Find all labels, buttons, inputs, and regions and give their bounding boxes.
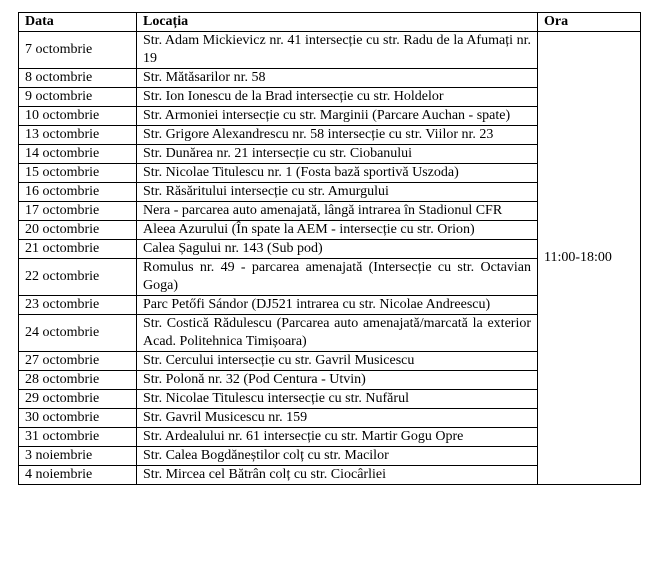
date-cell: 17 octombrie [19, 202, 137, 221]
header-locatia: Locația [137, 13, 538, 32]
location-cell: Romulus nr. 49 - parcarea amenajată (Intersecție cu str. Octavian Goga) [137, 259, 538, 296]
location-cell: Str. Adam Mickievicz nr. 41 intersecție cu str. Radu de la Afumați nr. 19 [137, 32, 538, 69]
header-ora: Ora [538, 13, 641, 32]
date-cell: 22 octombrie [19, 259, 137, 296]
date-cell: 14 octombrie [19, 145, 137, 164]
location-cell: Str. Costică Rădulescu (Parcarea auto amenajată/marcată la exterior Acad. Politehnica Timișoara) [137, 315, 538, 352]
schedule-table [18, 12, 641, 485]
location-cell: Str. Polonă nr. 32 (Pod Centura - Utvin) [137, 371, 538, 390]
location-cell: Str. Cercului intersecție cu str. Gavril Musicescu [137, 352, 538, 371]
date-cell: 30 octombrie [19, 409, 137, 428]
location-cell: Str. Răsăritului intersecție cu str. Amurgului [137, 183, 538, 202]
location-cell: Parc Petőfi Sándor (DJ521 intrarea cu str. Nicolae Andreescu) [137, 296, 538, 315]
location-cell: Str. Dunărea nr. 21 intersecție cu str. Ciobanului [137, 145, 538, 164]
date-cell: 8 octombrie [19, 69, 137, 88]
date-cell: 4 noiembrie [19, 466, 137, 485]
date-cell: 24 octombrie [19, 315, 137, 352]
date-cell: 31 octombrie [19, 428, 137, 447]
location-cell: Nera - parcarea auto amenajată, lângă intrarea în Stadionul CFR [137, 202, 538, 221]
location-cell: Str. Nicolae Titulescu nr. 1 (Fosta bază sportivă Uszoda) [137, 164, 538, 183]
location-cell: Str. Grigore Alexandrescu nr. 58 intersecție cu str. Viilor nr. 23 [137, 126, 538, 145]
date-cell: 23 octombrie [19, 296, 137, 315]
location-cell: Str. Armoniei intersecție cu str. Marginii (Parcare Auchan - spate) [137, 107, 538, 126]
date-cell: 20 octombrie [19, 221, 137, 240]
date-cell: 15 octombrie [19, 164, 137, 183]
time-cell: 11:00-18:00 [538, 32, 641, 485]
location-cell: Str. Mătăsarilor nr. 58 [137, 69, 538, 88]
date-cell: 28 octombrie [19, 371, 137, 390]
location-cell: Str. Calea Bogdăneștilor colț cu str. Macilor [137, 447, 538, 466]
location-cell: Str. Nicolae Titulescu intersecție cu str. Nufărul [137, 390, 538, 409]
date-cell: 9 octombrie [19, 88, 137, 107]
header-row [19, 13, 641, 32]
location-cell: Str. Ion Ionescu de la Brad intersecție cu str. Holdelor [137, 88, 538, 107]
location-cell: Aleea Azurului (În spate la AEM - intersecție cu str. Orion) [137, 221, 538, 240]
table-row [19, 32, 641, 69]
header-data: Data [19, 13, 137, 32]
location-cell: Str. Mircea cel Bătrân colț cu str. Ciocârliei [137, 466, 538, 485]
date-cell: 29 octombrie [19, 390, 137, 409]
date-cell: 10 octombrie [19, 107, 137, 126]
date-cell: 27 octombrie [19, 352, 137, 371]
date-cell: 21 octombrie [19, 240, 137, 259]
date-cell: 16 octombrie [19, 183, 137, 202]
location-cell: Str. Gavril Musicescu nr. 159 [137, 409, 538, 428]
date-cell: 3 noiembrie [19, 447, 137, 466]
date-cell: 13 octombrie [19, 126, 137, 145]
date-cell: 7 octombrie [19, 32, 137, 69]
location-cell: Calea Șagului nr. 143 (Sub pod) [137, 240, 538, 259]
location-cell: Str. Ardealului nr. 61 intersecție cu str. Martir Gogu Opre [137, 428, 538, 447]
